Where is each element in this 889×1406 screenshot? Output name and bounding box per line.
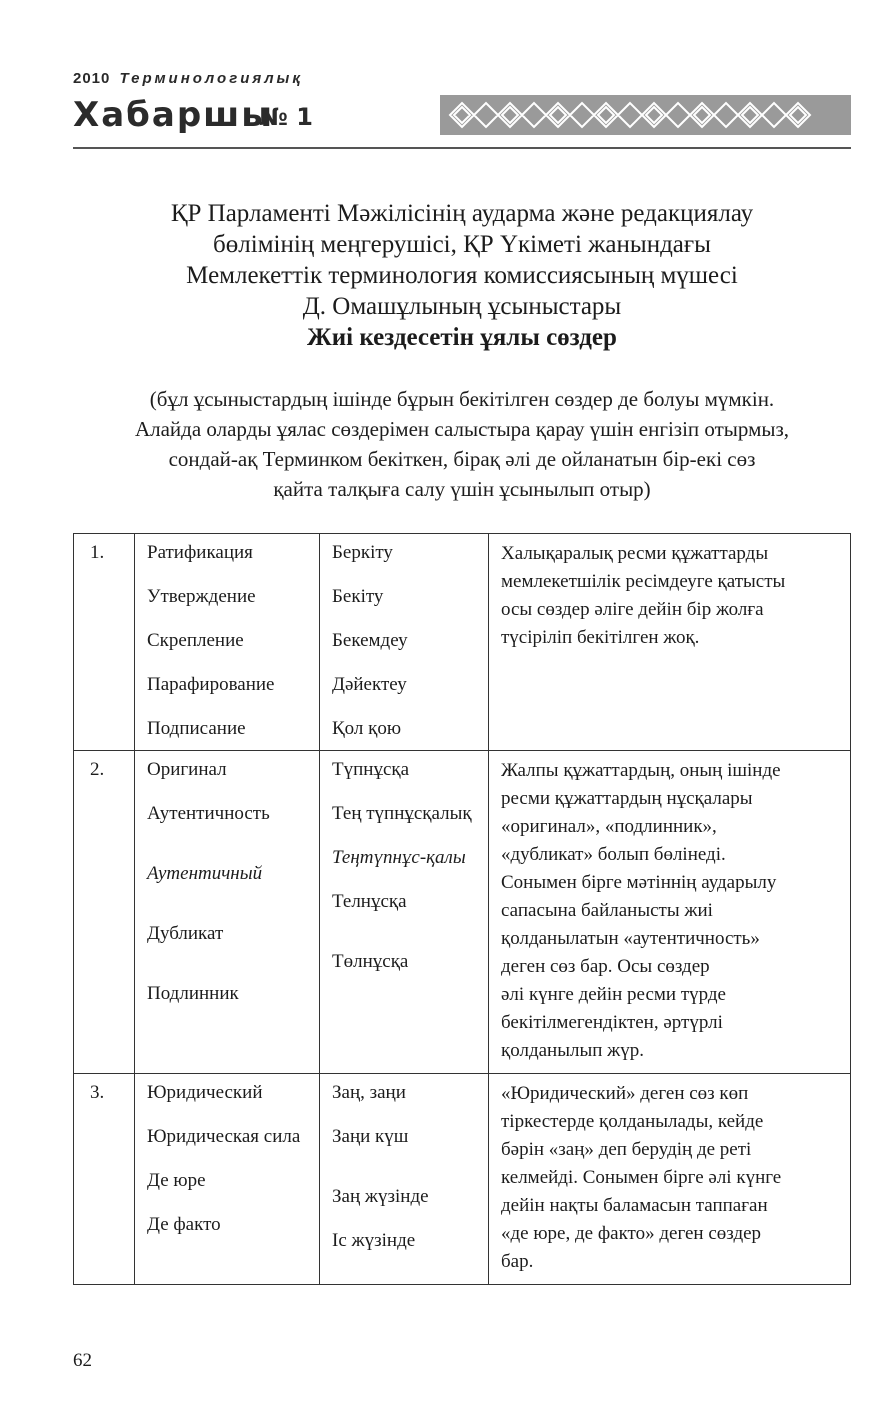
- russian-term: Аутентичность: [147, 803, 270, 824]
- kazakh-term: Бекемдеу: [332, 630, 408, 651]
- page-number: 62: [73, 1350, 92, 1371]
- note-line: сондай-ақ Терминком бекіткен, бірақ әлі де ойланатын бір-екі сөз: [168, 447, 756, 471]
- kazakh-term: Заңи күш: [332, 1126, 409, 1147]
- issue-number: № 1: [259, 103, 313, 131]
- russian-term: Юридический: [147, 1082, 263, 1103]
- comment-line: «Юридический» деген сөз көп: [501, 1083, 749, 1104]
- russian-terms-cell: [135, 751, 320, 1074]
- kazakh-term: Теңтүпнұс-қалы: [332, 847, 466, 868]
- comment-line: бәрін «заң» деп берудің де реті: [501, 1139, 752, 1160]
- heading-line: ҚР Парламенті Мәжілісінің аудармa және редакциялау: [170, 200, 754, 227]
- comment-line: деген сөз бар. Осы сөздер: [501, 956, 710, 977]
- heading-line: Мемлекеттік терминология комиссиясының мүшесі: [186, 262, 738, 289]
- comment-line: «дубликат» болып бөлінеді.: [501, 844, 726, 865]
- kazakh-term: Түпнұсқа: [332, 759, 410, 780]
- comment-line: Жалпы құжаттардың, оның ішінде: [501, 760, 781, 781]
- russian-terms-cell: [135, 534, 320, 751]
- comment-line: түсіріліп бекітілген жоқ.: [501, 627, 700, 648]
- table-row: [74, 1074, 851, 1285]
- russian-term: Аутентичный: [147, 863, 263, 884]
- russian-term: Подписание: [147, 718, 246, 739]
- kazakh-term: Тең түпнұсқалық: [332, 803, 472, 824]
- comment-line: Сонымен бірге мәтіннің аударылу: [501, 872, 777, 893]
- russian-term: Юридическая сила: [147, 1126, 301, 1147]
- comment-line: осы сөздер әліге дейін бір жолға: [501, 599, 764, 620]
- note-line: Алайда оларды ұялас сөздерімен салыстыра қарау үшін енгізіп отырмыз,: [134, 417, 790, 441]
- comment-line: Халықаралық ресми құжаттарды: [501, 543, 769, 564]
- comment-line: қолданылатын «аутентичность»: [501, 928, 760, 949]
- comment-line: дейін нақты баламасын таппаған: [501, 1195, 768, 1216]
- comment-line: «де юре, де факто» деген сөздер: [501, 1223, 762, 1244]
- russian-term: Де юре: [147, 1170, 206, 1191]
- table-row: [74, 534, 851, 751]
- running-header: [73, 70, 303, 87]
- header-series: Терминологиялық: [119, 70, 303, 87]
- ornament-pattern-icon: [440, 95, 851, 135]
- heading-line: Д. Омашұлының ұсыныстары: [302, 293, 622, 320]
- kazakh-term: Төлнұсқа: [332, 951, 409, 972]
- journal-title-bar: [73, 93, 851, 137]
- russian-term: Оригинал: [147, 759, 227, 780]
- comment-line: тіркестерде қолданылады, кейде: [501, 1111, 764, 1132]
- heading-line: бөлімінің меңгерушісі, ҚР Үкіметі жанындағы: [213, 231, 711, 258]
- article-heading: [73, 198, 851, 353]
- note-line: (бұл ұсыныстардың ішінде бұрын бекітілген сөздер де болуы мүмкін.: [149, 387, 775, 411]
- row-number: 3.: [74, 1074, 135, 1285]
- table-row: [74, 751, 851, 1074]
- russian-term: Утверждение: [147, 586, 256, 607]
- comment-line: «оригинал», «подлинник»,: [501, 816, 717, 837]
- comment-line: бекітілмегендіктен, әртүрлі: [501, 1012, 723, 1033]
- comment-cell: [489, 534, 851, 751]
- kazakh-term: Қол қою: [332, 718, 402, 739]
- row-number: 1.: [74, 534, 135, 751]
- header-rule: [73, 147, 851, 149]
- comment-line: қолданылып жүр.: [501, 1040, 645, 1061]
- russian-term: Ратификация: [147, 542, 253, 563]
- kazakh-terms-cell: [320, 1074, 489, 1285]
- russian-term: Парафирование: [147, 674, 275, 695]
- russian-term: Скрепление: [147, 630, 244, 651]
- kazakh-term: Заң, заңи: [332, 1082, 406, 1103]
- row-number: 2.: [74, 751, 135, 1074]
- russian-term: Де факто: [147, 1214, 221, 1235]
- header-year: 2010: [73, 70, 111, 87]
- kazakh-term: Телнұсқа: [332, 891, 407, 912]
- comment-line: бар.: [501, 1251, 534, 1272]
- kazakh-terms-cell: [320, 534, 489, 751]
- kazakh-term: Беркіту: [332, 542, 393, 563]
- journal-title: Хабаршы: [73, 95, 275, 135]
- kazakh-terms-cell: [320, 751, 489, 1074]
- russian-term: Подлинник: [147, 983, 239, 1004]
- comment-cell: [489, 751, 851, 1074]
- russian-terms-cell: [135, 1074, 320, 1285]
- comment-cell: [489, 1074, 851, 1285]
- comment-line: әлі күнге дейін ресми түрде: [501, 984, 726, 1005]
- comment-line: ресми құжаттардың нұсқалары: [501, 788, 753, 809]
- comment-line: келмейді. Сонымен бірге әлі күнге: [501, 1167, 782, 1188]
- kazakh-term: Дәйектеу: [332, 674, 407, 695]
- note-line: қайта талқыға салу үшін ұсынылып отыр): [273, 477, 651, 501]
- terms-table: [73, 533, 851, 1285]
- russian-term: Дубликат: [147, 923, 224, 944]
- intro-note: [60, 384, 864, 504]
- kazakh-term: Бекіту: [332, 586, 384, 607]
- article-subtitle: Жиі кездесетін ұялы сөздер: [307, 324, 617, 351]
- ornament-band: [440, 95, 851, 135]
- comment-line: мемлекетшілік ресімдеуге қатысты: [501, 571, 786, 592]
- comment-line: сапасына байланысты жиі: [501, 900, 713, 921]
- kazakh-term: Іс жүзінде: [332, 1230, 416, 1251]
- kazakh-term: Заң жүзінде: [332, 1186, 429, 1207]
